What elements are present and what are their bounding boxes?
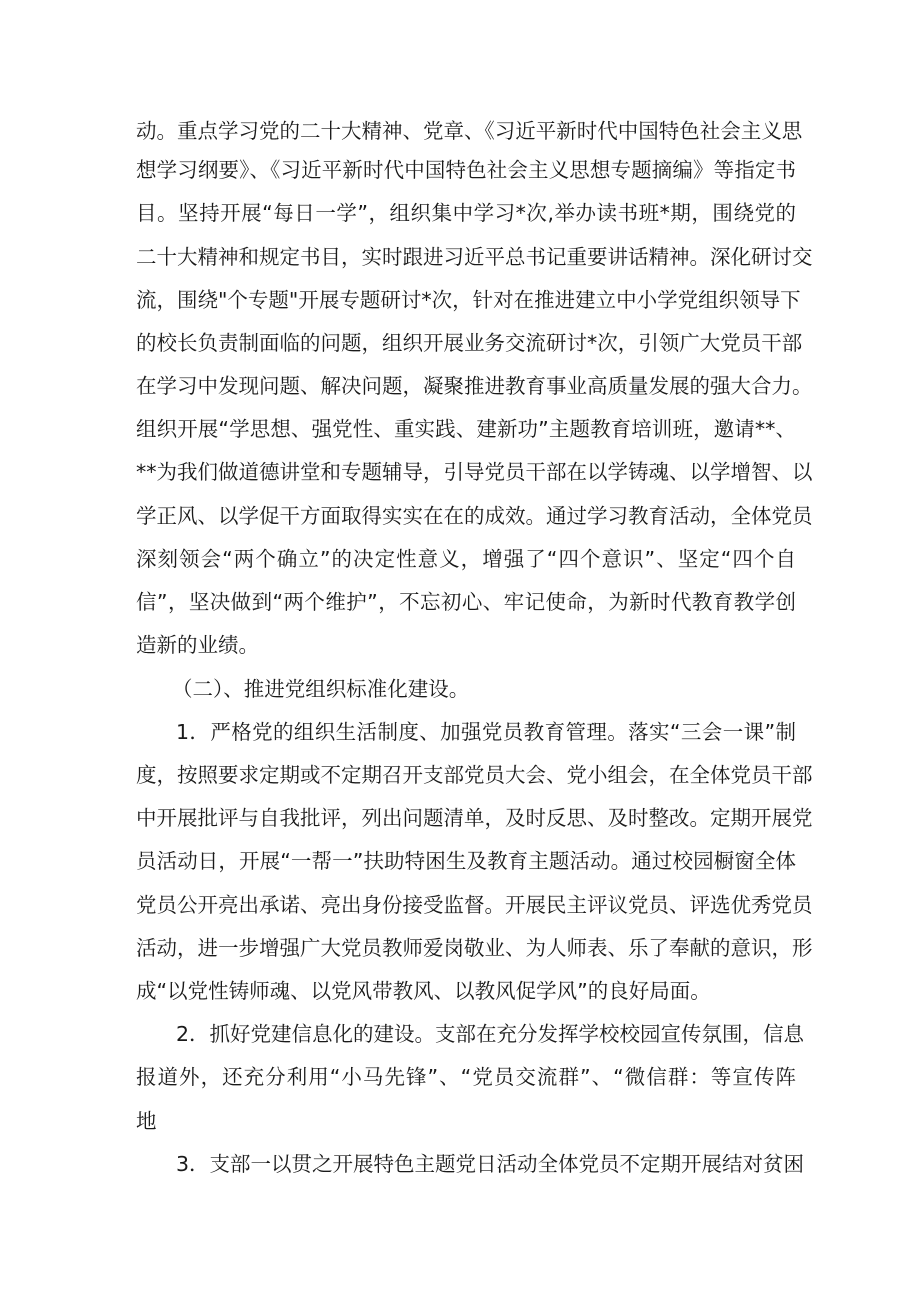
text-line: 信”，坚决做到“两个维护”，不忘初心、牢记使命，为新时代教育教学创 xyxy=(136,590,796,614)
text-line: 流，围绕"个专题"开展专题研讨*次，针对在推进建立中小学党组织领导下 xyxy=(136,288,801,312)
text-line: 3．支部一以贯之开展特色主题党日活动全体党员不定期开展结对贫困 xyxy=(176,1152,805,1176)
text-line: 报道外，还充分利用“小马先锋”、“党员交流群”、“微信群：等宣传阵 xyxy=(136,1065,796,1089)
text-line: 造新的业绩。 xyxy=(136,633,259,657)
text-line: 2．抓好党建信息化的建设。支部在充分发挥学校校园宣传氛围，信息 xyxy=(176,1022,805,1046)
text-line: 员活动日，开展“一帮一”扶助特困生及教育主题活动。通过校园橱窗全体 xyxy=(136,849,796,873)
text-line: 活动，进一步增强广大党员教师爱岗敬业、为人师表、乐了奉献的意识，形 xyxy=(136,936,813,960)
text-line: 想学习纲要》、《习近平新时代中国特色社会主义思想专题摘编》等指定书 xyxy=(136,158,796,182)
text-line: 度，按照要求定期或不定期召开支部党员大会、党小组会，在全体党员干部 xyxy=(136,763,813,787)
text-line: 成“以党性铸师魂、以党风带教风、以教风促学风”的良好局面。 xyxy=(136,979,711,1003)
text-line: 的校长负责制面临的问题，组织开展业务交流研讨*次，引领广大党员干部 xyxy=(136,331,803,355)
text-line: 1．严格党的组织生活制度、加强党员教育管理。落实“三会一课”制 xyxy=(176,720,796,744)
text-line: 在学习中发现问题、解决问题，凝聚推进教育事业高质量发展的强大合力。 xyxy=(136,374,813,398)
text-line: 党员公开亮出承诺、亮出身份接受监督。开展民主评议党员、评选优秀党员 xyxy=(136,893,813,917)
text-line: 目。坚持开展“每日一学”，组织集中学习*次,举办读书班*期，围绕党的 xyxy=(136,201,796,225)
text-line: 中开展批评与自我批评，列出问题清单，及时反思、及时整改。定期开展党 xyxy=(136,806,813,830)
text-line: 学正风、以学促干方面取得实实在在的成效。通过学习教育活动，全体党员 xyxy=(136,504,813,528)
text-line: 组织开展“学思想、强党性、重实践、建新功”主题教育培训班，邀请**、 xyxy=(136,417,796,441)
text-line: 动。重点学习党的二十大精神、党章、《习近平新时代中国特色社会主义思 xyxy=(136,119,803,143)
text-line: 深刻领会“两个确立”的决定性意义，增强了“四个意识”、坚定“四个自 xyxy=(136,547,796,571)
text-line: 地 xyxy=(136,1109,157,1133)
text-line: 二十大精神和规定书目，实时跟进习近平总书记重要讲话精神。深化研讨交 xyxy=(136,245,813,269)
text-line: （二）、推进党组织标准化建设。 xyxy=(172,677,470,701)
text-line: **为我们做道德讲堂和专题辅导，引导党员干部在以学铸魂、以学增智、以 xyxy=(136,460,813,484)
